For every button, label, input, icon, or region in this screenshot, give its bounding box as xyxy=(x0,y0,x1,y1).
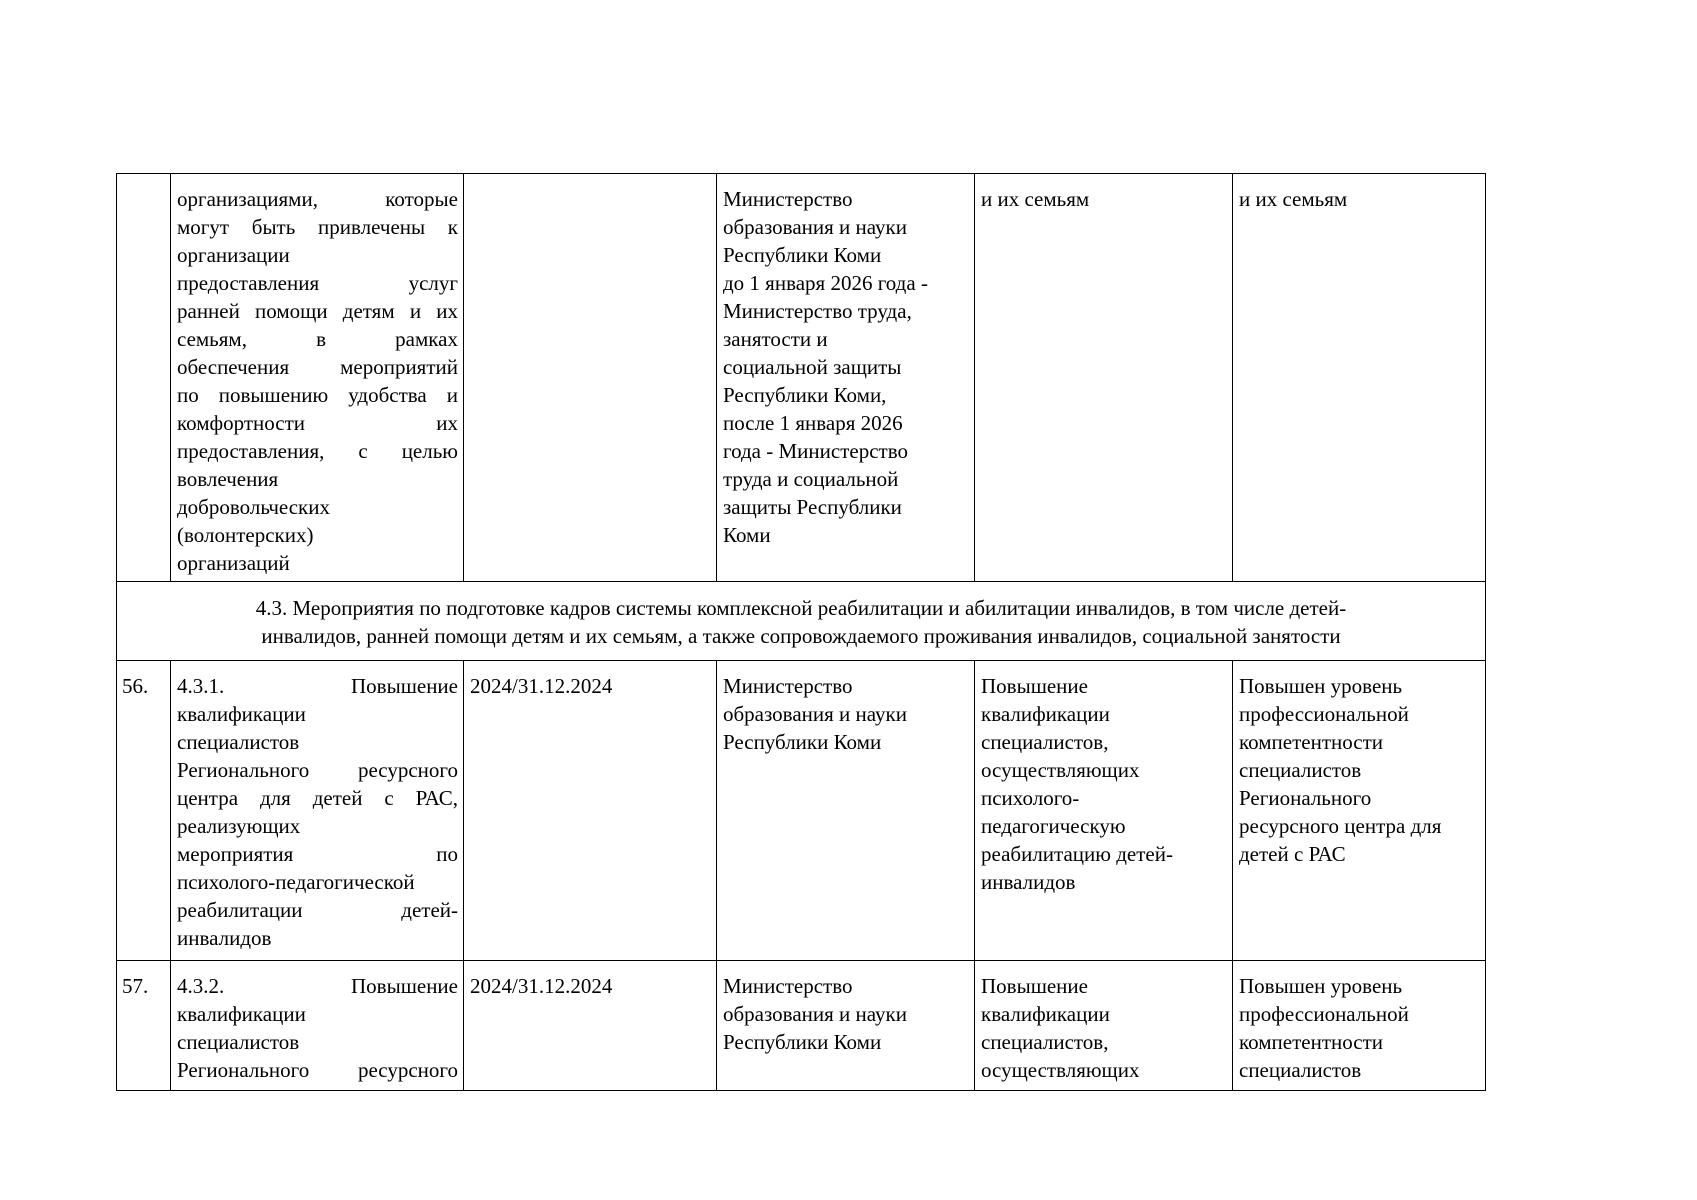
responsible-cell: Министерство образования и науки Республики Коми xyxy=(717,661,975,961)
measure-name-line: реабилитации детей- xyxy=(177,898,458,922)
measure-name-cell xyxy=(171,661,464,961)
measure-name-text xyxy=(177,185,458,577)
row-number-cell: 56. xyxy=(117,661,171,961)
section-heading: 4.3. Мероприятия по подготовке кадров системы комплексной реабилитации и абилитации инвалидов, в том числе детей- инвалидов, ранней помощи детям и их семьям, а также сопровождаемого проживания инвалидов, социальной занятости xyxy=(117,582,1486,661)
measure-name-line: обеспечения мероприятий xyxy=(177,355,458,379)
measure-name-line: организаций xyxy=(177,551,290,575)
measure-name-line: добровольческих xyxy=(177,495,330,519)
measure-name-line: вовлечения xyxy=(177,467,279,491)
expected-result-cell: и их семьям xyxy=(975,174,1233,582)
expected-result-cell: Повышение квалификации специалистов, осуществляющих психолого- педагогическую реабилитацию детей- инвалидов xyxy=(975,661,1233,961)
responsible-cell: Министерство образования и науки Республики Коми до 1 января 2026 года - Министерство труда, занятости и социальной защиты Республики Коми, после 1 января 2026 года - Министерство труда и социальной защиты Республики Коми xyxy=(717,174,975,582)
measure-name-line: семьям, в рамках xyxy=(177,327,458,351)
table-row xyxy=(117,661,1486,961)
measure-name-line: психолого-педагогической xyxy=(177,870,415,894)
measure-name-line: Регионального ресурсного xyxy=(177,1058,458,1082)
measure-name-line: 4.3.1. Повышение xyxy=(177,674,458,698)
measure-name-text xyxy=(177,672,458,952)
row-number-cell xyxy=(117,174,171,582)
measure-name-line: квалификации xyxy=(177,1002,306,1026)
measure-name-cell xyxy=(171,961,464,1091)
outcome-cell: и их семьям xyxy=(1233,174,1486,582)
measure-name-line: предоставления услуг xyxy=(177,271,458,295)
measure-name-text xyxy=(177,972,458,1084)
outcome-cell: Повышен уровень профессиональной компетентности специалистов Регионального ресурсного центра для детей с РАС xyxy=(1233,661,1486,961)
measure-name-line: 4.3.2. Повышение xyxy=(177,974,458,998)
row-number-cell: 57. xyxy=(117,961,171,1091)
measure-name-line: комфортности их xyxy=(177,411,458,435)
measure-name-line: инвалидов xyxy=(177,926,272,950)
deadline-cell: 2024/31.12.2024 xyxy=(464,661,717,961)
measures-table xyxy=(116,173,1486,1091)
measure-name-line: специалистов xyxy=(177,1030,300,1054)
table-row xyxy=(117,961,1486,1091)
outcome-cell: Повышен уровень профессиональной компетентности специалистов xyxy=(1233,961,1486,1091)
deadline-cell: 2024/31.12.2024 xyxy=(464,961,717,1091)
measure-name-line: реализующих xyxy=(177,814,301,838)
measure-name-line: организации xyxy=(177,243,290,267)
measure-name-line: могут быть привлечены к xyxy=(177,215,458,239)
measure-name-cell xyxy=(171,174,464,582)
measure-name-line: Регионального ресурсного xyxy=(177,758,458,782)
measure-name-line: предоставления, с целью xyxy=(177,439,458,463)
measure-name-line: квалификации xyxy=(177,702,306,726)
measure-name-line: специалистов xyxy=(177,730,300,754)
expected-result-cell: Повышение квалификации специалистов, осуществляющих xyxy=(975,961,1233,1091)
measure-name-line: центра для детей с РАС, xyxy=(177,786,458,810)
table-row xyxy=(117,174,1486,582)
measure-name-line: (волонтерских) xyxy=(177,523,314,547)
deadline-cell xyxy=(464,174,717,582)
measure-name-line: по повышению удобства и xyxy=(177,383,458,407)
measure-name-line: ранней помощи детям и их xyxy=(177,299,458,323)
measure-name-line: мероприятия по xyxy=(177,842,458,866)
measure-name-line: организациями, которые xyxy=(177,187,458,211)
section-heading-row xyxy=(117,582,1486,661)
responsible-cell: Министерство образования и науки Республики Коми xyxy=(717,961,975,1091)
